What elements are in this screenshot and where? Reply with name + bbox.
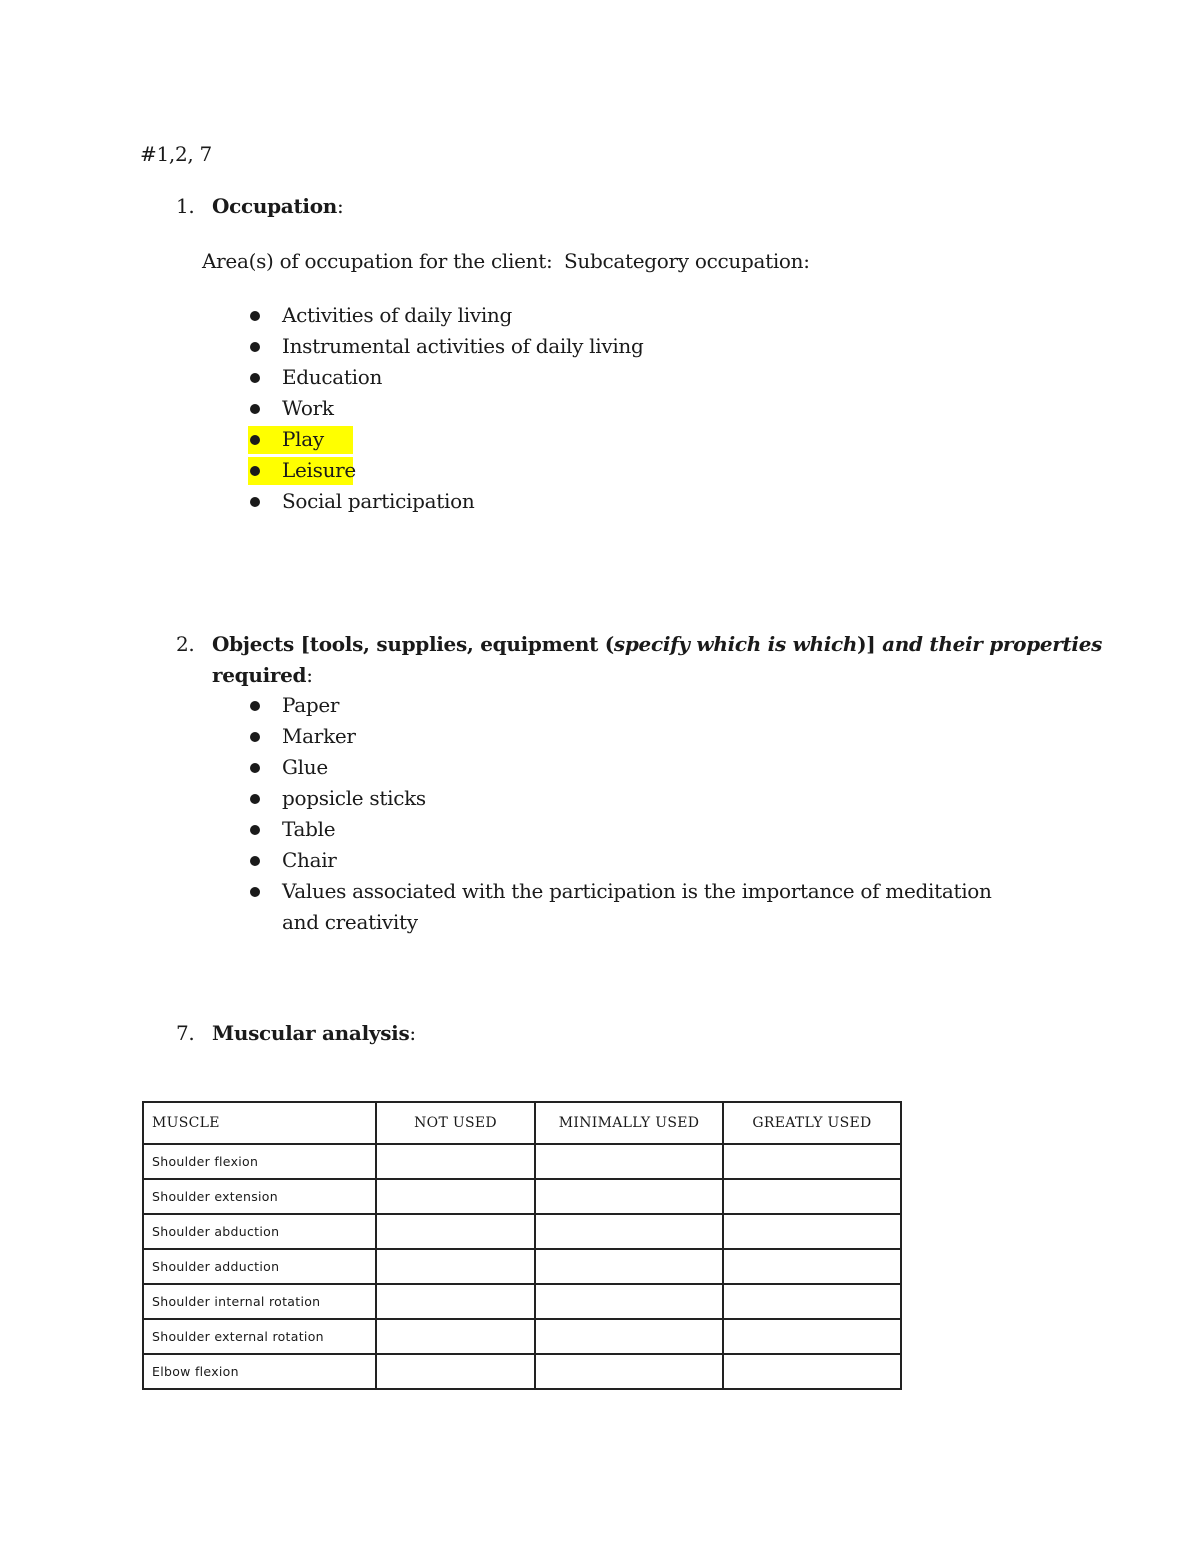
section-2-title-italic2: and their properties <box>882 632 1103 656</box>
not-used-cell[interactable] <box>376 1214 535 1249</box>
bullet-icon <box>250 794 260 804</box>
column-header-greatly-used: GREATLY USED <box>723 1102 901 1144</box>
section-1-title: Occupation <box>212 194 337 218</box>
muscle-cell: Shoulder extension <box>143 1179 376 1214</box>
greatly-used-cell[interactable] <box>723 1319 901 1354</box>
muscle-cell: Shoulder internal rotation <box>143 1284 376 1319</box>
occupation-area-list <box>248 300 644 517</box>
minimally-used-cell[interactable] <box>535 1354 723 1389</box>
list-item-label: Table <box>282 817 336 841</box>
table-row <box>143 1319 901 1354</box>
minimally-used-cell[interactable] <box>535 1319 723 1354</box>
not-used-cell[interactable] <box>376 1319 535 1354</box>
section-1-colon: : <box>336 194 344 218</box>
not-used-cell[interactable] <box>376 1284 535 1319</box>
list-item-label: Paper <box>282 693 340 717</box>
list-item <box>248 331 644 362</box>
greatly-used-cell[interactable] <box>723 1144 901 1179</box>
list-item-label: Play <box>282 427 324 451</box>
list-item-label: Glue <box>282 755 328 779</box>
section-2-colon: : <box>306 663 313 687</box>
muscle-cell: Shoulder abduction <box>143 1214 376 1249</box>
greatly-used-cell[interactable] <box>723 1284 901 1319</box>
table-row <box>143 1214 901 1249</box>
list-item <box>248 752 1002 783</box>
table-row <box>143 1144 901 1179</box>
not-used-cell[interactable] <box>376 1179 535 1214</box>
bullet-icon <box>250 763 260 773</box>
list-item <box>248 814 1002 845</box>
bullet-icon <box>250 373 260 383</box>
section-2-number: 2. <box>176 632 195 656</box>
bullet-icon <box>250 856 260 866</box>
section-7-colon: : <box>409 1021 416 1045</box>
list-item <box>248 783 1002 814</box>
list-item <box>248 393 644 424</box>
list-item-label: Education <box>282 365 383 389</box>
subcategory-occupation-label: Subcategory occupation: <box>564 249 810 273</box>
list-item-label: Instrumental activities of daily living <box>282 334 644 358</box>
section-7-heading <box>212 1021 416 1045</box>
muscle-cell: Shoulder flexion <box>143 1144 376 1179</box>
list-item <box>248 362 644 393</box>
not-used-cell[interactable] <box>376 1354 535 1389</box>
minimally-used-cell[interactable] <box>535 1284 723 1319</box>
document-reference: #1,2, 7 <box>140 142 212 166</box>
bullet-icon <box>250 466 260 476</box>
bullet-icon <box>250 887 260 897</box>
greatly-used-cell[interactable] <box>723 1249 901 1284</box>
list-item-label: popsicle sticks <box>282 786 426 810</box>
bullet-icon <box>250 825 260 835</box>
list-item-highlighted <box>248 424 644 455</box>
table-row <box>143 1284 901 1319</box>
column-header-not-used: NOT USED <box>376 1102 535 1144</box>
bullet-icon <box>250 311 260 321</box>
greatly-used-cell[interactable] <box>723 1214 901 1249</box>
list-item-label: Leisure <box>282 458 356 482</box>
minimally-used-cell[interactable] <box>535 1249 723 1284</box>
bullet-icon <box>250 701 260 711</box>
table-row <box>143 1179 901 1214</box>
section-1-heading <box>212 194 343 218</box>
section-2-title-line2: required <box>212 663 307 687</box>
bullet-icon <box>250 497 260 507</box>
list-item-label: Work <box>282 396 334 420</box>
list-item-label: Activities of daily living <box>282 303 513 327</box>
bullet-icon <box>250 342 260 352</box>
not-used-cell[interactable] <box>376 1144 535 1179</box>
objects-list <box>248 690 1002 938</box>
bullet-icon <box>250 435 260 445</box>
minimally-used-cell[interactable] <box>535 1144 723 1179</box>
list-item <box>248 845 1002 876</box>
section-7-number: 7. <box>176 1021 195 1045</box>
muscle-cell: Elbow flexion <box>143 1354 376 1389</box>
muscular-analysis-table <box>142 1101 902 1390</box>
section-2-heading-line2 <box>212 663 313 687</box>
list-item <box>248 721 1002 752</box>
section-2-title-part1: Objects [tools, supplies, equipment ( <box>212 632 614 656</box>
list-item <box>248 690 1002 721</box>
section-2-title-italic: specify which is which <box>613 632 858 656</box>
section-2-heading <box>212 632 1102 656</box>
bullet-icon <box>250 732 260 742</box>
muscle-cell: Shoulder adduction <box>143 1249 376 1284</box>
list-item-label: Marker <box>282 724 356 748</box>
greatly-used-cell[interactable] <box>723 1354 901 1389</box>
list-item <box>248 300 644 331</box>
table-header-row <box>143 1102 901 1144</box>
list-item-highlighted <box>248 455 644 486</box>
list-item-label: Social participation <box>282 489 475 513</box>
not-used-cell[interactable] <box>376 1249 535 1284</box>
list-item <box>248 486 644 517</box>
muscle-cell: Shoulder external rotation <box>143 1319 376 1354</box>
minimally-used-cell[interactable] <box>535 1214 723 1249</box>
section-2-title-part2: )] <box>857 632 883 656</box>
area-of-occupation-label: Area(s) of occupation for the client: <box>202 249 553 273</box>
section-1-number: 1. <box>176 194 195 218</box>
list-item-label: Chair <box>282 848 337 872</box>
column-header-minimally-used: MINIMALLY USED <box>535 1102 723 1144</box>
bullet-icon <box>250 404 260 414</box>
section-7-title: Muscular analysis <box>212 1021 410 1045</box>
list-item-label: Values associated with the participation is the importance of meditation and creativity <box>282 879 992 934</box>
table-row <box>143 1354 901 1389</box>
column-header-muscle: MUSCLE <box>143 1102 376 1144</box>
greatly-used-cell[interactable] <box>723 1179 901 1214</box>
minimally-used-cell[interactable] <box>535 1179 723 1214</box>
list-item <box>248 876 1002 938</box>
table-row <box>143 1249 901 1284</box>
